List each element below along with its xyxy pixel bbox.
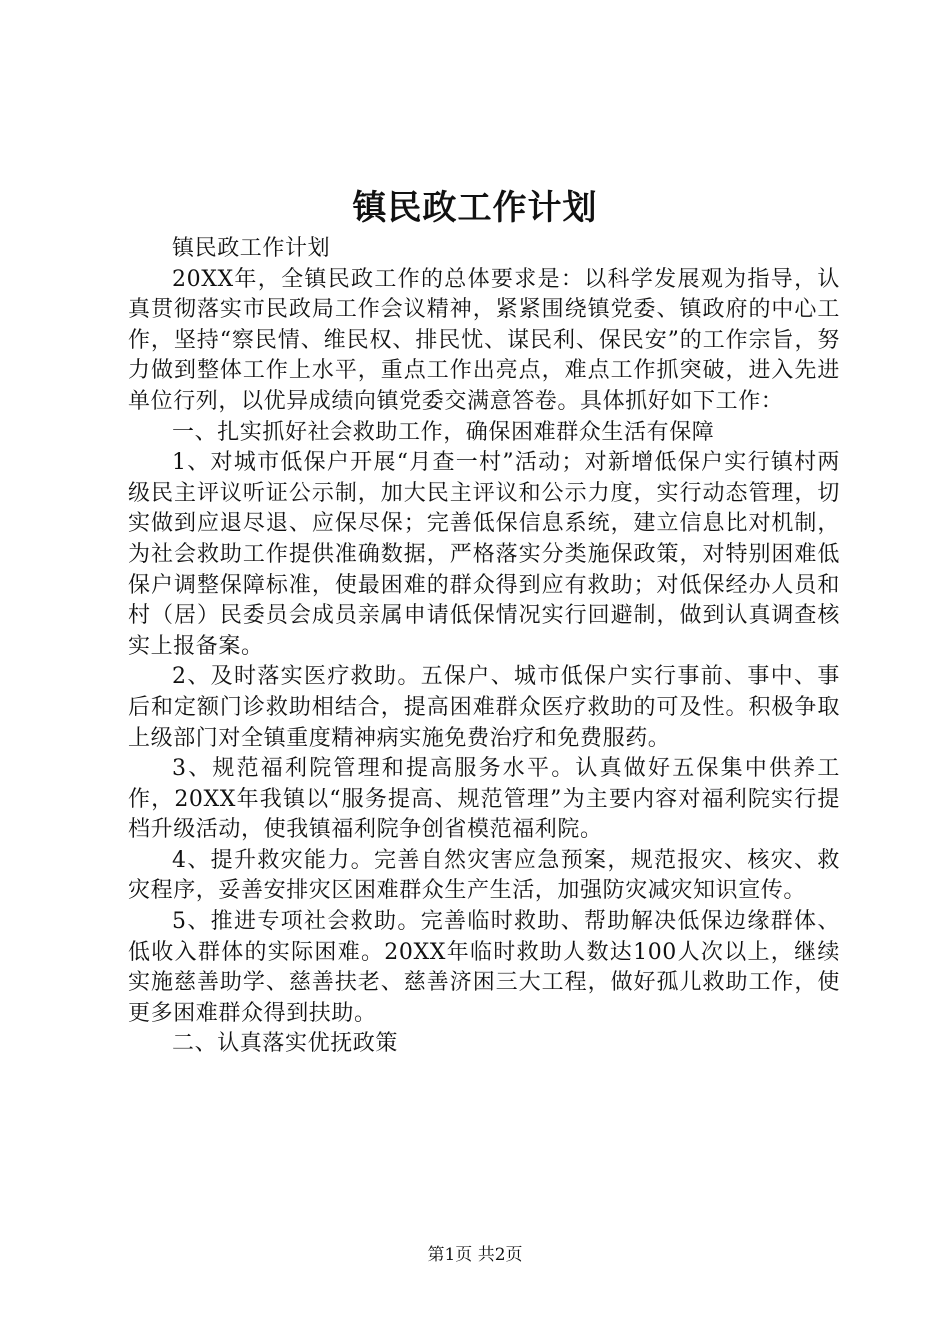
document-body	[128, 234, 840, 1060]
document-title: 镇民政工作计划	[352, 188, 598, 228]
body-paragraph-item-1: 1、对城市低保户开展“月查一村”活动；对新增低保户实行镇村两级民主评议听证公示制，加大民主评议和公示力度，实行动态管理，切实做到应退尽退、应保尽保；完善低保信息系统，建立信息比对机制，为社会救助工作提供准确数据，严格落实分类施保政策，对特别困难低保户调整保障标准，使最困难的群众得到应有救助；对低保经办人员和村（居）民委员会成员亲属申请低保情况实行回避制，做到认真调查核实上报备案。	[128, 450, 840, 659]
body-paragraph-item-2: 2、及时落实医疗救助。五保户、城市低保户实行事前、事中、事后和定额门诊救助相结合，提高困难群众医疗救助的可及性。积极争取上级部门对全镇重度精神病实施免费治疗和免费服药。	[128, 664, 840, 751]
body-paragraph-item-4: 4、提升救灾能力。完善自然灾害应急预案，规范报灾、核灾、救灾程序，妥善安排灾区困难群众生产生活，加强防灾减灾知识宣传。	[128, 847, 840, 904]
section-heading-1: 一、扎实抓好社会救助工作，确保困难群众生活有保障	[172, 419, 715, 445]
body-paragraph-item-5: 5、推进专项社会救助。完善临时救助、帮助解决低保边缘群体、低收入群体的实际困难。20XX年临时救助人数达100人次以上，继续实施慈善助学、慈善扶老、慈善济困三大工程，做好孤儿救助工作，使更多困难群众得到扶助。	[128, 909, 840, 1026]
section-heading-2: 二、认真落实优抚政策	[172, 1031, 399, 1057]
body-paragraph-intro: 20XX年，全镇民政工作的总体要求是：以科学发展观为指导，认真贯彻落实市民政局工作会议精神，紧紧围绕镇党委、镇政府的中心工作，坚持“察民情、维民权、排民忧、谋民利、保民安”的工作宗旨，努力做到整体工作上水平，重点工作出亮点，难点工作抓突破，进入先进单位行列，以优异成绩向镇党委交满意答卷。具体抓好如下工作：	[128, 266, 840, 414]
page-footer: 第1页 共2页	[427, 1245, 523, 1265]
body-paragraph-item-3: 3、规范福利院管理和提高服务水平。认真做好五保集中供养工作，20XX年我镇以“服务提高、规范管理”为主要内容对福利院实行提档升级活动，使我镇福利院争创省模范福利院。	[128, 756, 840, 843]
body-paragraph-subtitle: 镇民政工作计划	[172, 236, 331, 261]
